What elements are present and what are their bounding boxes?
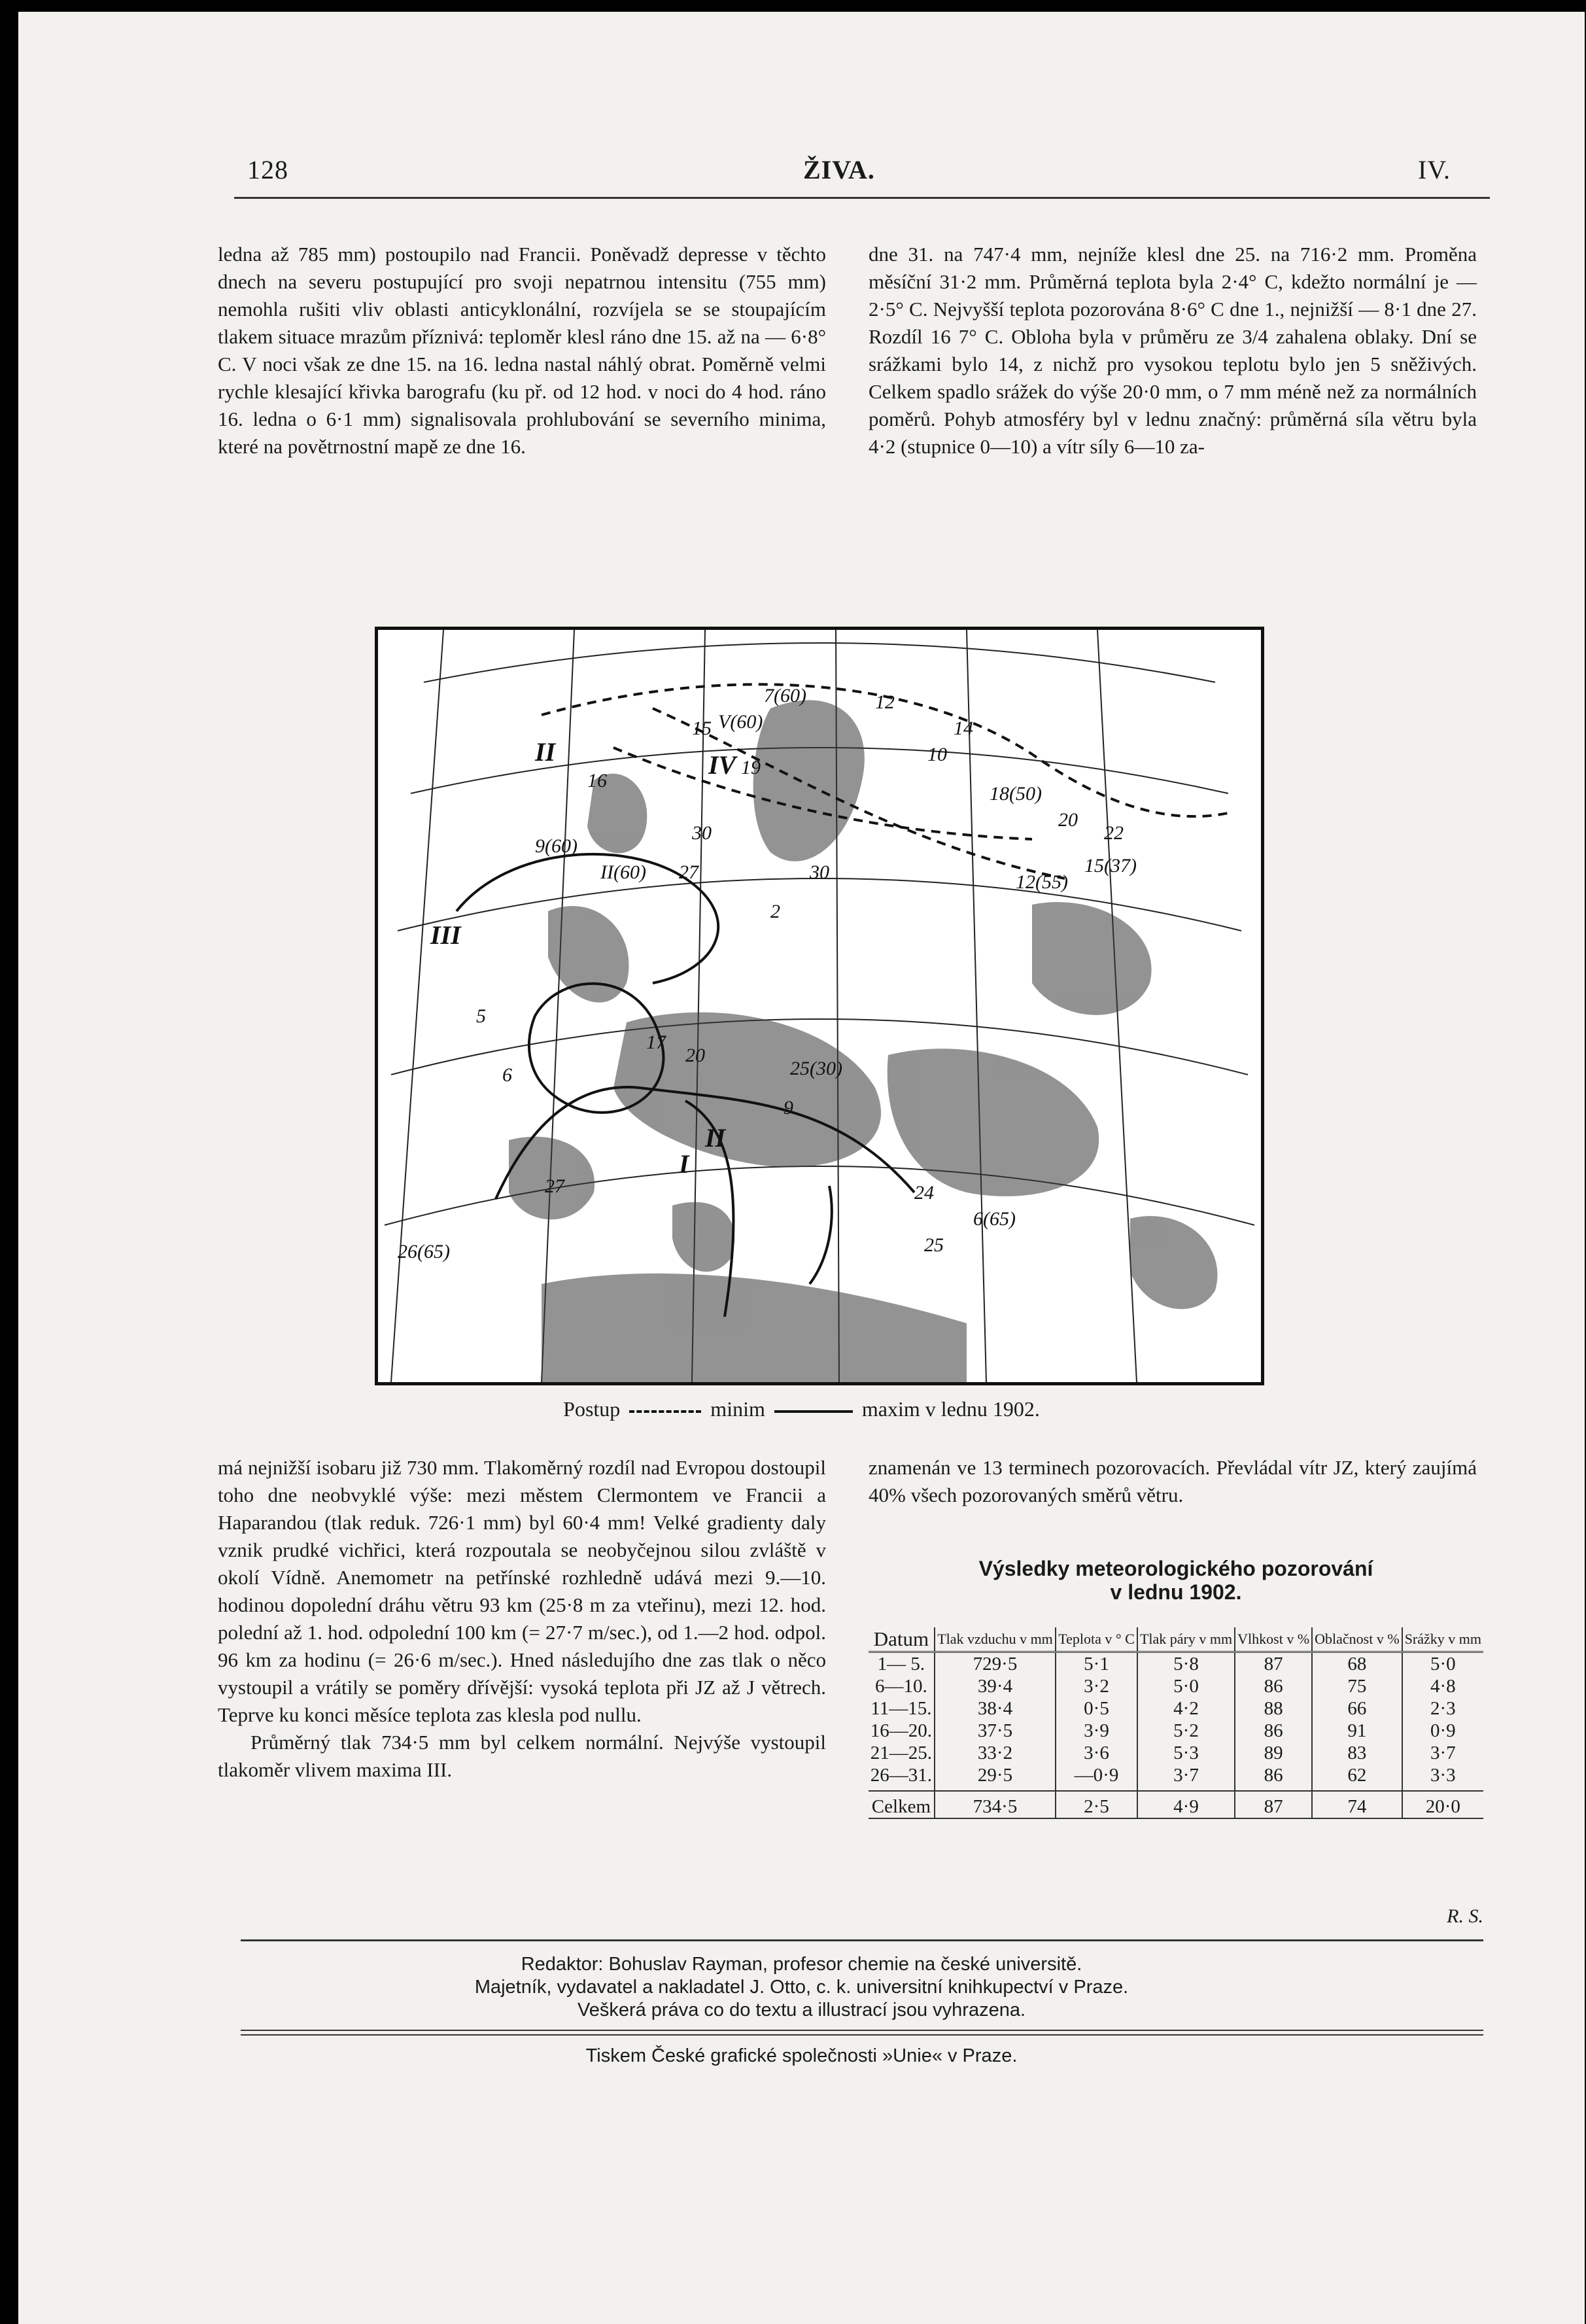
table-cell: 26—31. (869, 1764, 935, 1791)
map-label: 20 (685, 1045, 705, 1066)
table-row (869, 1652, 1483, 1676)
col-header: Datum (869, 1627, 935, 1652)
table-cell: 5·0 (1137, 1675, 1235, 1697)
signature: R. S. (1447, 1905, 1483, 1927)
table-total-row (869, 1791, 1483, 1818)
table-cell: Celkem (869, 1791, 935, 1818)
paragraph: má nejnižší isobaru již 730 mm. Tlakoměrný rozdíl nad Evropou dostoupil toho dne neobvyklé výše: mezi městem Clermontem ve Francii a Haparandou (tlak reduk. 726·1 mm) byl 60·4 mm! Velké gradienty daly vznik prudké vichřici, která rozpoutala se neobyčejnou silou zvláště v okolí Vídně. Anemometr na petřínské rozhledně udává mezi 9.—10. hodinou dopolední dráhu větru 93 km (25·8 m za vteřinu), mezi 12. hod. polední až 1. hod. odpolední 100 km (= 27·7 m/sec.), od 1.—2 hod. odpol. 96 km za hodinu (= 26·6 m/sec.). Hned následujího dne zas tlak o něco vystoupil a vrátily se poměry dřívější: vysoká teplota při JZ až J větrech. Teprve ku konci měsíce teplota zas klesla pod nullu. (218, 1456, 826, 1726)
table-cell: 87 (1235, 1791, 1312, 1818)
header-rule (234, 197, 1490, 199)
footer-printer: Tiskem České grafické společnosti »Unie« v Praze. (585, 2045, 1018, 2066)
col-header: Oblačnost v % (1312, 1627, 1402, 1652)
footer-rule-top (241, 1939, 1483, 1941)
map-label: 27 (679, 861, 698, 883)
map-label: 12(55) (1016, 871, 1068, 893)
table-cell: 86 (1235, 1675, 1312, 1697)
solid-line-legend (774, 1410, 853, 1413)
table-cell: 0·5 (1056, 1697, 1137, 1720)
map-label: 25 (924, 1234, 944, 1256)
map-label: 14 (954, 718, 973, 739)
map-label: I (679, 1149, 689, 1179)
table-cell: 37·5 (935, 1720, 1056, 1742)
map-label: 6 (502, 1064, 512, 1086)
table-cell: 6—10. (869, 1675, 935, 1697)
map-label: 12 (875, 691, 895, 713)
table-cell: 0·9 (1430, 1720, 1456, 1741)
table-cell: 11—15. (869, 1697, 935, 1720)
table-cell: 21—25. (869, 1742, 935, 1764)
right-column-bottom (869, 1454, 1477, 1509)
table-cell: 3·6 (1056, 1742, 1137, 1764)
table-cell: 68 (1312, 1652, 1402, 1676)
map-label: 19 (741, 757, 761, 778)
caption-postup: Postup (563, 1397, 621, 1421)
table-header-row (869, 1627, 1483, 1652)
table-cell: 38·4 (935, 1697, 1056, 1720)
table-cell: 5·0 (1430, 1654, 1456, 1674)
table-cell: 16—20. (869, 1720, 935, 1742)
table-cell: 3·7 (1137, 1764, 1235, 1791)
table-cell: 4·8 (1430, 1676, 1456, 1697)
table-cell: 1— 5. (869, 1652, 935, 1676)
footer-rights: Veškerá práva co do textu a illustrací jsou vyhrazena. (577, 2000, 1026, 2020)
dashed-line-legend (629, 1410, 701, 1413)
page (18, 12, 1585, 2324)
table-cell: 5·3 (1137, 1742, 1235, 1764)
footer-rule-mid (241, 2030, 1483, 2031)
col-header: Tlak vzduchu v mm (935, 1627, 1056, 1652)
minima-tracks (542, 684, 1228, 878)
map-label: 9 (784, 1097, 793, 1119)
map-label: 22 (1104, 822, 1124, 844)
table-title (869, 1557, 1483, 1604)
table-title-line2: v lednu 1902. (1110, 1580, 1242, 1604)
table-cell: 2·3 (1430, 1698, 1456, 1719)
map-label: 30 (692, 822, 712, 844)
map-label: 6(65) (973, 1208, 1016, 1230)
map-label: 25(30) (790, 1058, 842, 1079)
caption-maxim: maxim v lednu 1902. (861, 1397, 1040, 1421)
paragraph: znamenán ve 13 terminech pozorovacích. Převládal vítr JZ, který zaujímá 40% všech pozorovaných směrů větru. (869, 1456, 1477, 1506)
table-cell: 2·5 (1056, 1791, 1137, 1818)
map-label: V(60) (718, 711, 763, 733)
table-cell: 5·1 (1056, 1652, 1137, 1676)
issue-number: IV. (1418, 155, 1451, 184)
footer-rule-mid2 (241, 2034, 1483, 2036)
results-table (869, 1627, 1483, 1819)
map-label: 17 (646, 1032, 666, 1053)
weather-map-figure (375, 627, 1264, 1385)
footer-publisher: Majetník, vydavatel a nakladatel J. Otto, c. k. universitní knihkupectví v Praze. (474, 1977, 1129, 1998)
map-label: 9(60) (535, 835, 578, 857)
map-label: II (535, 737, 556, 767)
table-cell: 66 (1312, 1697, 1402, 1720)
europe-map (378, 630, 1261, 1382)
table-cell: 20·0 (1402, 1791, 1483, 1818)
table-cell: 4·2 (1137, 1697, 1235, 1720)
map-label: 2 (770, 901, 780, 922)
table-cell: 5·2 (1137, 1720, 1235, 1742)
col-header: Tlak páry v mm (1137, 1627, 1235, 1652)
map-label: IV (708, 750, 736, 780)
table-cell: 74 (1312, 1791, 1402, 1818)
map-label: 15 (692, 718, 712, 739)
table-row (869, 1675, 1483, 1697)
map-label: II(60) (600, 861, 646, 883)
map-label: 26(65) (398, 1241, 450, 1262)
map-label: 18(50) (990, 783, 1042, 805)
table-row (869, 1697, 1483, 1720)
table-cell: 3·7 (1430, 1743, 1456, 1763)
table-cell: 91 (1312, 1720, 1402, 1742)
map-label: 20 (1058, 809, 1078, 831)
table-cell: 39·4 (935, 1675, 1056, 1697)
paragraph: Průměrný tlak 734·5 mm byl celkem normální. Nejvýše vystoupil tlakoměr vlivem maxima III. (218, 1731, 826, 1781)
page-number: 128 (247, 155, 288, 184)
map-label: 30 (810, 861, 829, 883)
col-header: Vlhkost v % (1235, 1627, 1312, 1652)
col-header: Teplota v ° C (1056, 1627, 1137, 1652)
table-cell: 62 (1312, 1764, 1402, 1791)
table-cell: 75 (1312, 1675, 1402, 1697)
left-column-bottom (218, 1454, 826, 1784)
left-column-top (218, 241, 826, 460)
table-cell: 3·3 (1402, 1764, 1483, 1791)
map-label: II (705, 1123, 726, 1153)
map-label: 5 (476, 1005, 486, 1027)
table-cell: 83 (1312, 1742, 1402, 1764)
table-cell: 4·9 (1137, 1791, 1235, 1818)
table-cell: 33·2 (935, 1742, 1056, 1764)
map-label: 15(37) (1084, 855, 1137, 876)
land-masses (509, 700, 1217, 1382)
table-row (869, 1742, 1483, 1764)
map-label: 10 (927, 744, 947, 765)
right-column-top (869, 241, 1477, 460)
table-cell: 729·5 (935, 1652, 1056, 1676)
map-label: 16 (587, 770, 607, 791)
table-cell: 3·2 (1056, 1675, 1137, 1697)
table-cell: 87 (1235, 1652, 1312, 1676)
paragraph: dne 31. na 747·4 mm, nejníže klesl dne 25. na 716·2 mm. Proměna měsíční 31·2 mm. Průměrná teplota byla 2·4° C, kdežto normální je — 2·5° C. Nejvyšší teplota pozorována 8·6° C dne 1., nejnižší — 8·1 dne 27. Rozdíl 16 7° C. Obloha byla v průměru ze 3/4 zahalena oblaky. Dní se srážkami bylo 14, z nichž pro vysokou teplotu bylo jen 5 sněživých. Celkem spadlo srážek do výše 20·0 mm, o 7 mm méně než za normálních poměrů. Pohyb atmosféry byl v lednu značný: průměrná síla větru byla 4·2 (stupnice 0—10) a vítr síly 6—10 za- (869, 243, 1477, 458)
table-cell: 88 (1235, 1697, 1312, 1720)
table-cell: 29·5 (935, 1764, 1056, 1791)
table-title-line1: Výsledky meteorologického pozorování (978, 1557, 1373, 1580)
paragraph: ledna až 785 mm) postoupilo nad Francii. Poněvadž depresse v těchto dnech na severu postupující pro svoji nepatrnou intensitu (755 mm) nemohla rušiti vliv oblasti anticyklonální, rozvíjela se se stoupajícím tlakem situace mrazům příznivá: teploměr klesl ráno dne 15. až na — 6·8° C. V noci však ze dne 15. na 16. ledna nastal náhlý obrat. Poměrně velmi rychle klesající křivka barografu (ku př. od 12 hod. v noci do 4 hod. ráno 16. ledna o 6·1 mm) signalisovala prohlubování se severního minima, které na povětrnostní mapě ze dne 16. (218, 243, 826, 458)
col-header: Srážky v mm (1402, 1627, 1483, 1652)
table-cell: 734·5 (935, 1791, 1056, 1818)
table-cell: —0·9 (1056, 1764, 1137, 1791)
footer-editor: Redaktor: Bohuslav Rayman, profesor chemie na české universitě. (521, 1954, 1082, 1975)
table-cell: 86 (1235, 1764, 1312, 1791)
table-cell: 5·8 (1137, 1652, 1235, 1676)
map-label: 27 (545, 1175, 564, 1197)
caption-minim: minim (710, 1397, 765, 1421)
map-label: 7(60) (764, 685, 806, 706)
table-cell: 3·9 (1056, 1720, 1137, 1742)
journal-title: ŽIVA. (803, 155, 875, 184)
table-cell: 86 (1235, 1720, 1312, 1742)
table-row (869, 1720, 1483, 1742)
map-caption (18, 1397, 1585, 1421)
map-label: 24 (914, 1182, 934, 1204)
table-cell: 89 (1235, 1742, 1312, 1764)
table-row (869, 1764, 1483, 1791)
map-label: III (430, 920, 461, 950)
